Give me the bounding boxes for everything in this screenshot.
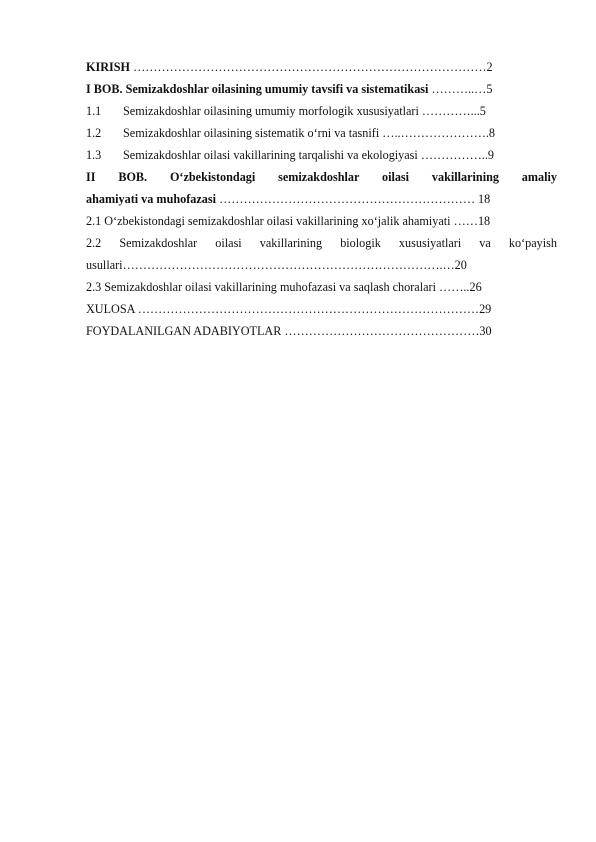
toc-entry-bob2-line2 — [86, 188, 557, 210]
toc-entry-xulosa — [86, 298, 557, 320]
toc-text: Semizakdoshlar oilasi vakillarining tarqalishi va ekologiyasi — [123, 148, 418, 162]
toc-entry-adabiyotlar — [86, 320, 557, 342]
toc-text: 2.1 O‘zbekistondagi semizakdoshlar oilasi vakillarining xo‘jalik ahamiyati — [86, 214, 451, 228]
toc-entry-1-2 — [86, 122, 557, 144]
toc-title: XULOSA — [86, 302, 135, 316]
toc-entry-1-1 — [86, 100, 557, 122]
toc-title: I BOB. Semizakdoshlar oilasining umumiy tavsifi va sistematikasi — [86, 82, 429, 96]
toc-entry-2-2-line2 — [86, 254, 557, 276]
toc-dots: …….. — [435, 280, 470, 294]
toc-dots: …………………………………………………………………….… — [122, 258, 455, 272]
toc-text: Semizakdoshlar oilasining sistematik o‘rni va tasnifi — [123, 126, 380, 140]
toc-entry-1-3 — [86, 144, 557, 166]
toc-dots: ……………………………………………………… — [216, 192, 479, 206]
toc-page: 30 — [479, 324, 492, 338]
toc-number: 1.1 — [86, 104, 102, 118]
toc-page: 2 — [486, 60, 493, 74]
toc-dots: ………..… — [428, 82, 487, 96]
toc-page: 20 — [454, 258, 467, 272]
toc-dots: …………….. — [417, 148, 488, 162]
toc-entry-2-1 — [86, 210, 557, 232]
toc-title: FOYDALANILGAN ADABIYOTLAR — [86, 324, 282, 338]
toc-dots: …………... — [418, 104, 480, 118]
toc-page: 5 — [479, 104, 486, 118]
toc-page: 5 — [486, 82, 493, 96]
toc-text: 2.3 Semizakdoshlar oilasi vakillarining muhofazasi va saqlash choralari — [86, 280, 436, 294]
toc-dots: …………………………………………………………………………… — [130, 60, 487, 74]
toc-page: 9 — [487, 148, 494, 162]
toc-dots: ………………………………………………………………………… — [134, 302, 480, 316]
toc-entry-2-2-line1: 2.2 Semizakdoshlar oilasi vakillarining biologik xususiyatlari va ko‘payish — [86, 236, 557, 250]
toc-dots: …… — [450, 214, 478, 228]
table-of-contents — [86, 56, 557, 342]
toc-text: usullari — [86, 258, 123, 272]
toc-page: 26 — [469, 280, 482, 294]
toc-title: KIRISH — [86, 60, 131, 74]
toc-entry-kirish — [86, 56, 557, 78]
toc-number: 1.3 — [86, 148, 102, 162]
toc-page: .8 — [485, 126, 496, 140]
toc-dots: ………………………………………… — [281, 324, 480, 338]
toc-title: ahamiyati va muhofazasi — [86, 192, 217, 206]
toc-entry-bob2-line1: II BOB. O‘zbekistondagi semizakdoshlar oilasi vakillarining amaliy — [86, 170, 557, 184]
toc-page: 29 — [479, 302, 492, 316]
toc-text: Semizakdoshlar oilasining umumiy morfologik xususiyatlari — [123, 104, 419, 118]
toc-page: 18 — [477, 214, 491, 228]
toc-entry-2-3 — [86, 276, 557, 298]
toc-page: 18 — [478, 192, 491, 206]
toc-dots: …..………………… — [379, 126, 486, 140]
toc-number: 1.2 — [86, 126, 102, 140]
toc-entry-bob1 — [86, 78, 557, 100]
